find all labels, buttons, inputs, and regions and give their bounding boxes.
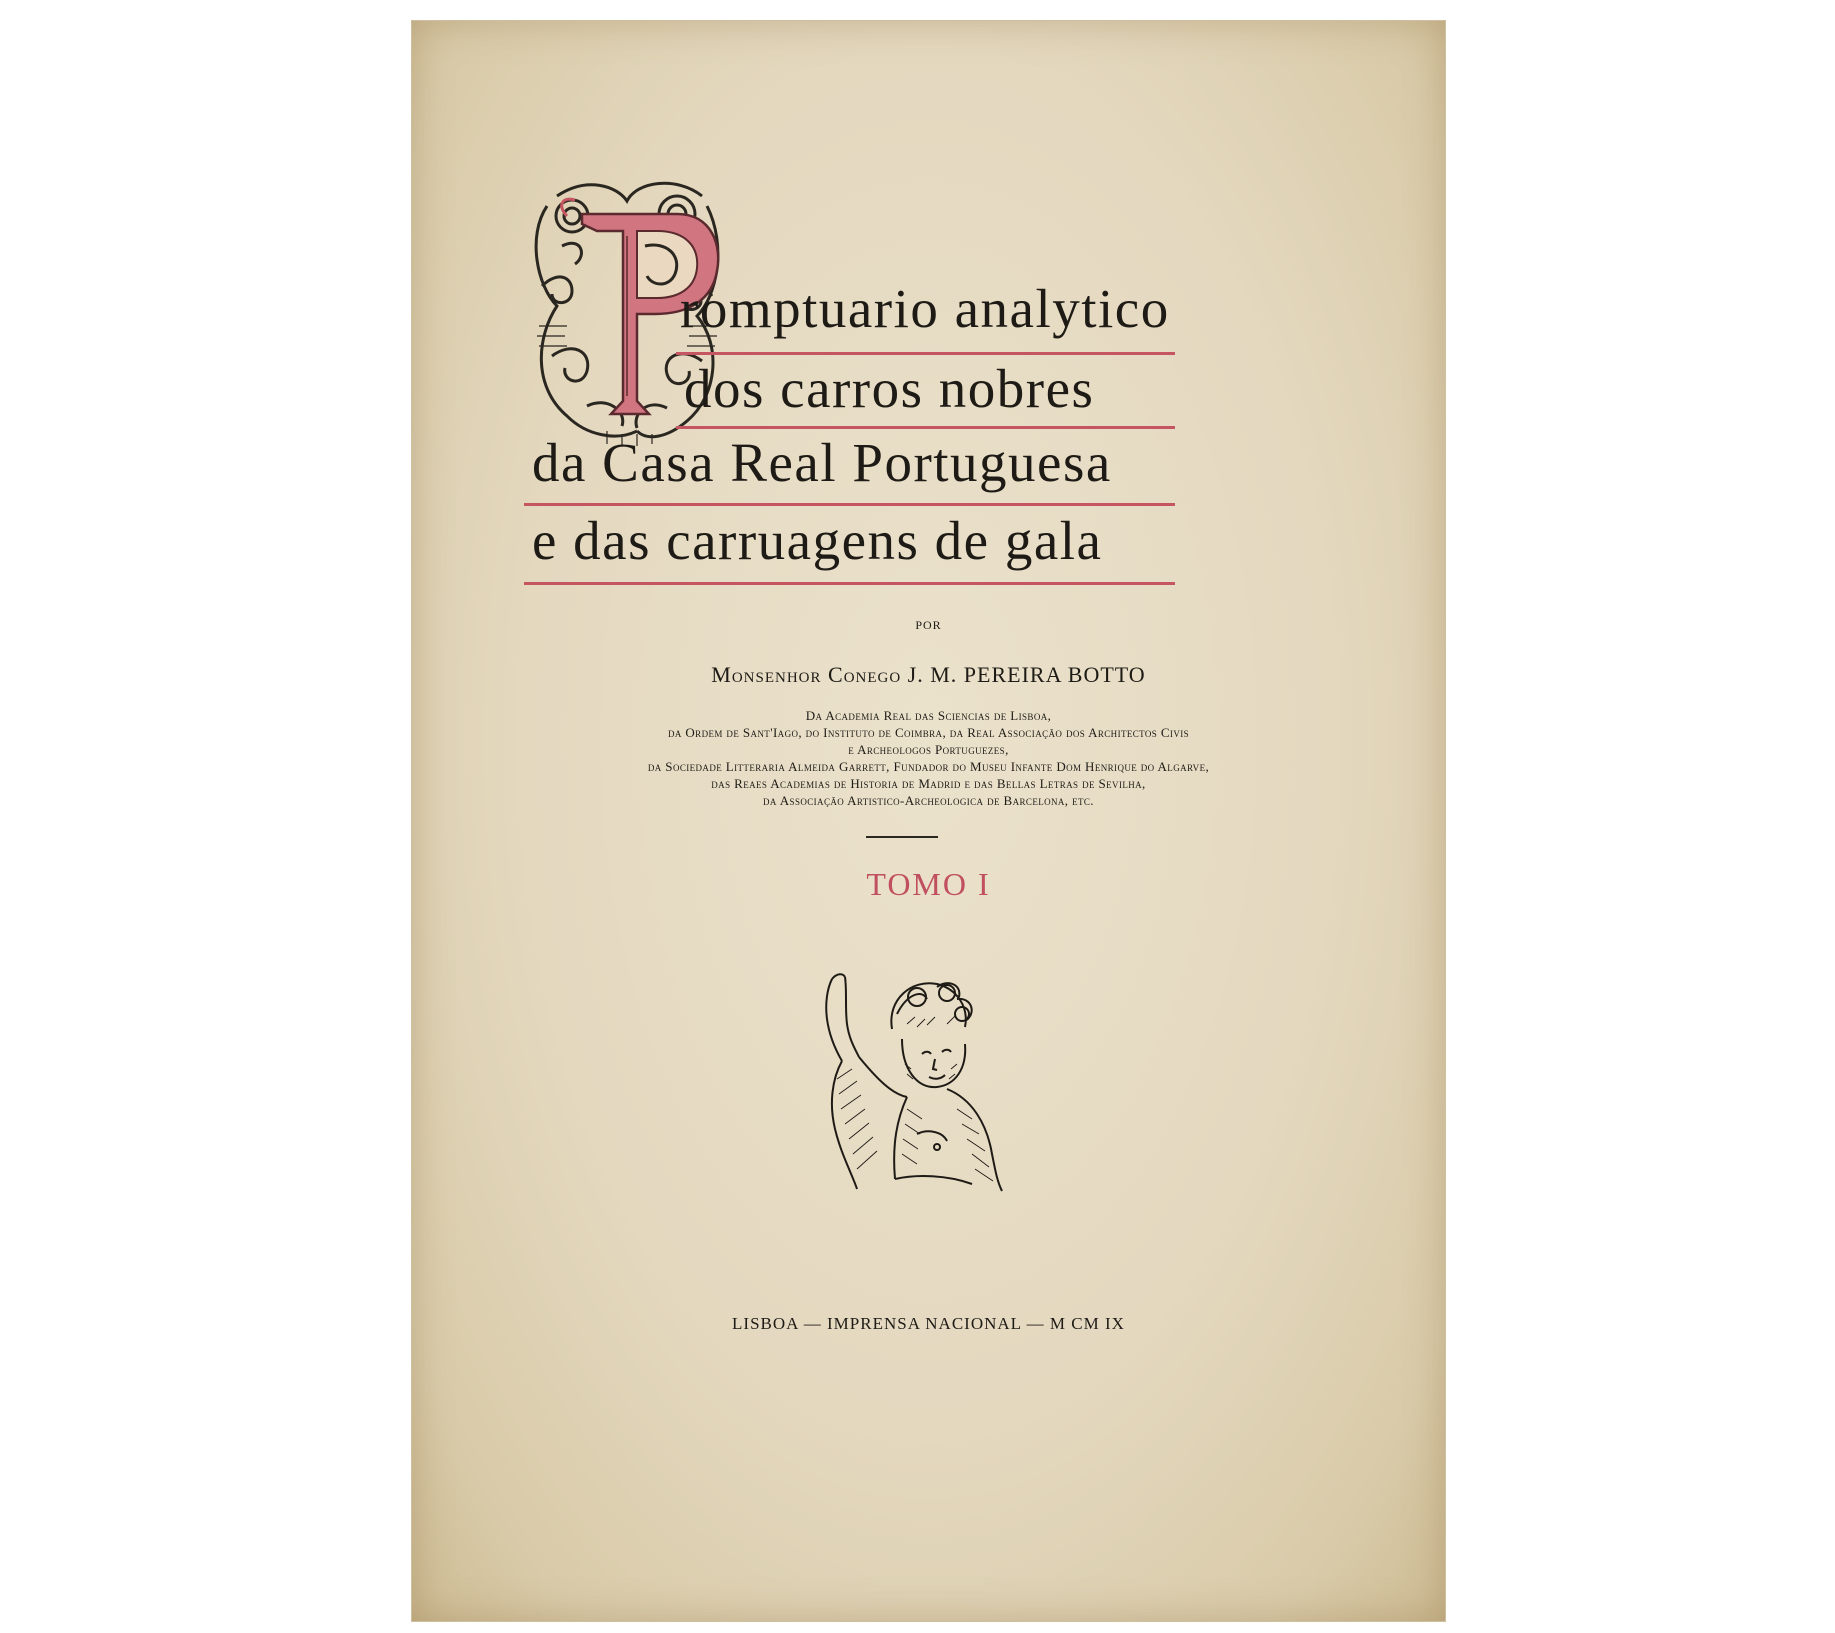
title-rule-3 [524,503,1175,506]
by-label: POR [915,618,942,632]
cherub-engraving-icon [797,969,1027,1194]
title-rule-2 [676,426,1175,429]
title-line-3: da Casa Real Portuguesa [532,432,1112,493]
affiliation-line: Da Academia Real das Sciencias de Lisboa, [805,708,1052,723]
affiliation-line: da Associação Artistico-Archeologica de Barcelona, etc. [763,793,1094,808]
title-line-4: e das carruagens de gala [532,510,1103,571]
affiliation-line: e Archeologos Portuguezes, [848,742,1009,757]
divider [866,836,938,838]
title-line-2: dos carros nobres [684,358,1095,419]
affiliation-line: das Reaes Academias de Historia de Madrid e das Bellas Letras de Sevilha, [711,776,1146,791]
affiliation-line: da Ordem de Sant'Iago, do Instituto de Coimbra, da Real Associação dos Architectos Civis [667,725,1190,740]
imprint: LISBOA — IMPRENSA NACIONAL — M CM IX [732,1314,1125,1333]
title-line-1-text: romptuario analytico [680,278,1170,339]
volume-label: TOMO I [866,866,991,902]
title-page [411,20,1446,1622]
affiliation-line: da Sociedade Litteraria Almeida Garrett, Fundador do Museu Infante Dom Henrique do Algarve, [647,759,1210,774]
author-name: Monsenhor Conego J. M. PEREIRA BOTTO [711,662,1146,687]
title-rule-1 [676,352,1175,355]
title-rule-4 [524,582,1175,585]
title-line-1 [680,278,1170,339]
